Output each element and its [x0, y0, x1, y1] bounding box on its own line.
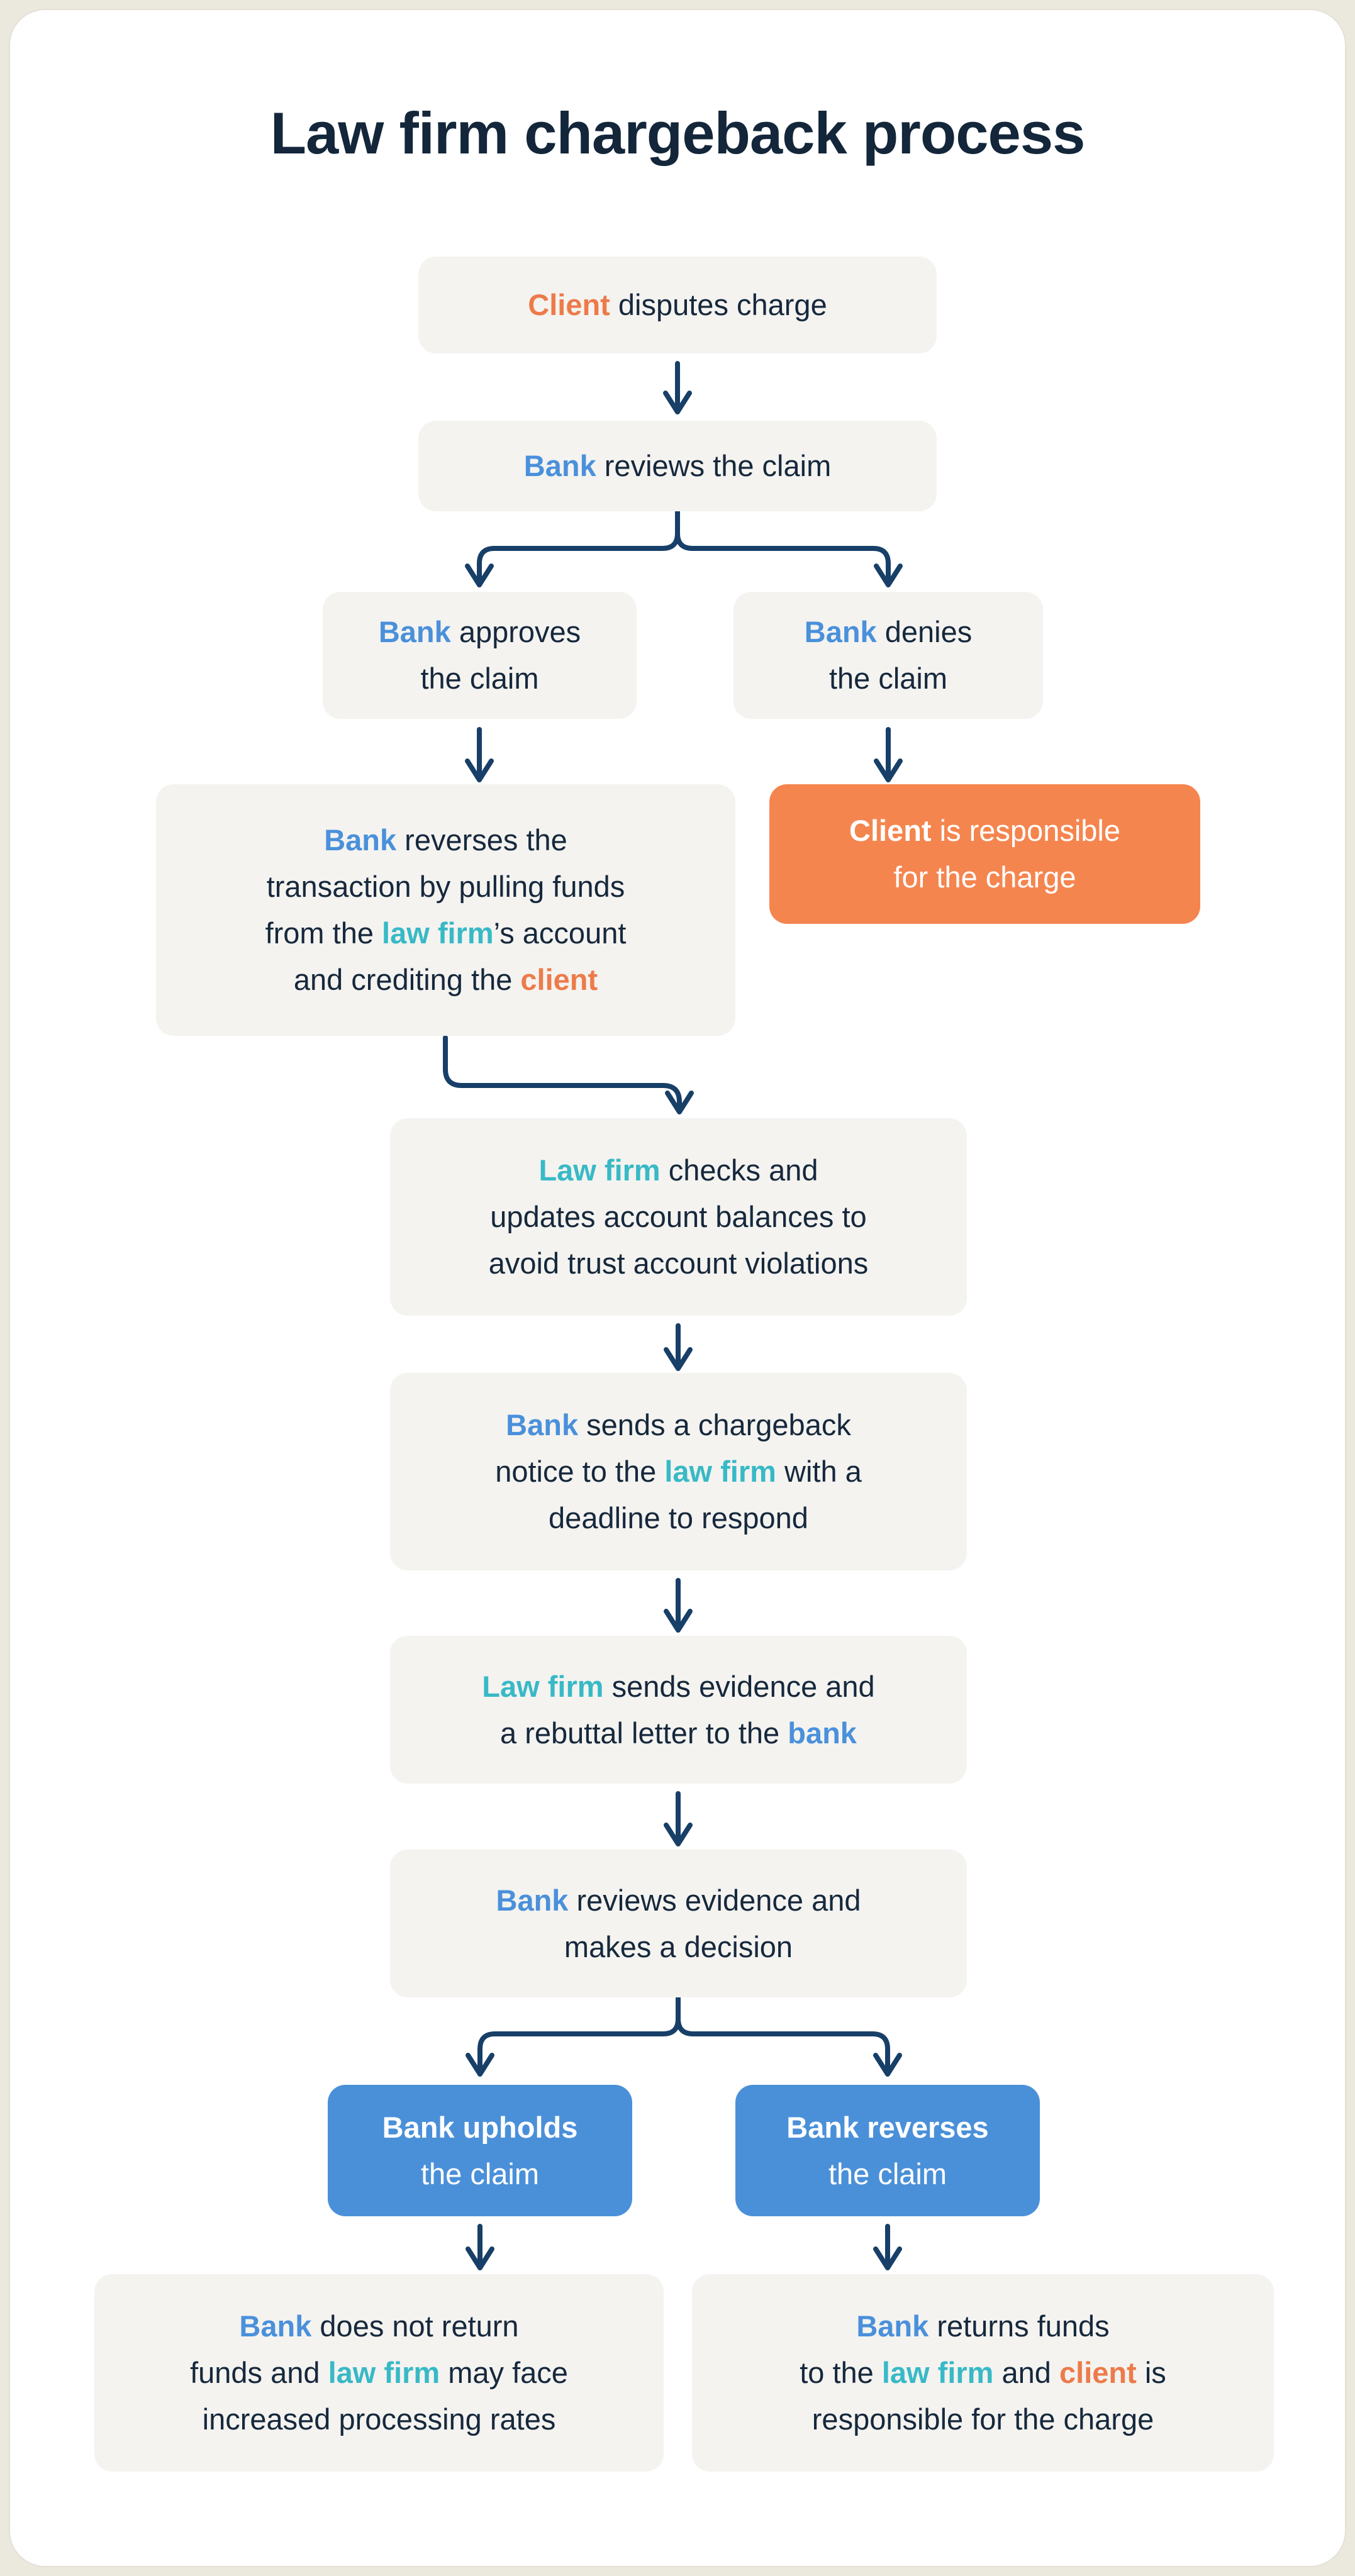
- node-text-line: [800, 2350, 1166, 2396]
- text-segment: is: [1136, 2356, 1166, 2389]
- flow-node-bank-reverses-claim: [735, 2085, 1040, 2216]
- flow-node-bank-reverses-transaction: [156, 784, 735, 1036]
- text-segment: Bank: [496, 1883, 569, 1917]
- text-segment: and crediting the: [293, 963, 521, 996]
- flow-node-bank-upholds-claim: [328, 2085, 632, 2216]
- elbow-connector: [445, 1038, 679, 1106]
- node-text-line: [856, 2303, 1109, 2350]
- text-segment: ’s account: [493, 916, 627, 950]
- node-text-line: [239, 2303, 518, 2350]
- text-segment: checks and: [660, 1153, 818, 1187]
- node-text-line: [549, 1495, 808, 1541]
- node-text-line: [528, 282, 827, 328]
- node-text-line: [564, 1924, 793, 1970]
- flow-node-bank-reviews-claim: [418, 421, 937, 511]
- text-segment: Client: [849, 814, 932, 847]
- text-segment: responsible for the charge: [811, 2402, 1154, 2436]
- text-segment: Bank: [523, 449, 596, 482]
- flow-node-bank-returns-funds: [692, 2274, 1274, 2472]
- text-segment: Bank upholds: [382, 2110, 578, 2144]
- text-segment: Bank: [324, 823, 397, 857]
- text-segment: law firm: [382, 916, 494, 950]
- text-segment: Client: [528, 288, 610, 321]
- text-segment: reverses the: [396, 823, 567, 857]
- node-text-line: [500, 1710, 857, 1757]
- text-segment: Bank: [856, 2309, 929, 2343]
- flow-node-bank-does-not-return-funds: [94, 2274, 664, 2472]
- text-segment: Law firm: [482, 1669, 604, 1703]
- node-text-line: [812, 2396, 1154, 2443]
- text-segment: Bank reverses: [786, 2110, 989, 2144]
- node-text-line: [265, 910, 627, 957]
- node-text-line: [805, 609, 973, 655]
- node-text-line: [267, 863, 625, 910]
- text-segment: Bank: [239, 2309, 312, 2343]
- node-text-line: [786, 2104, 988, 2151]
- text-segment: sends a chargeback: [578, 1408, 851, 1441]
- node-text-line: [489, 1240, 869, 1287]
- text-segment: and: [993, 2356, 1060, 2389]
- split-branch-left: [479, 511, 678, 579]
- node-text-line: [538, 1147, 818, 1194]
- text-segment: the claim: [420, 662, 539, 695]
- text-segment: Bank: [378, 615, 451, 648]
- text-segment: denies: [876, 615, 973, 648]
- text-segment: increased processing rates: [202, 2402, 556, 2436]
- flow-node-client-responsible-for-charge: [769, 784, 1200, 924]
- node-text-line: [421, 2151, 539, 2197]
- text-segment: avoid trust account violations: [488, 1246, 869, 1280]
- split-branch-right: [678, 1997, 888, 2068]
- flow-node-bank-approves-claim: [323, 592, 637, 719]
- node-text-line: [190, 2350, 568, 2396]
- node-text-line: [324, 817, 567, 863]
- text-segment: notice to the: [495, 1455, 665, 1488]
- flow-node-bank-reviews-evidence: [390, 1850, 967, 1997]
- flow-node-lawfirm-sends-evidence: [390, 1636, 967, 1784]
- flow-node-client-disputes-charge: [418, 257, 937, 353]
- split-branch-right: [678, 511, 888, 579]
- node-text-line: [490, 1194, 866, 1240]
- text-segment: makes a decision: [564, 1929, 793, 1963]
- node-text-line: [828, 2151, 947, 2197]
- text-segment: does not return: [311, 2309, 519, 2343]
- node-text-line: [524, 443, 831, 489]
- node-text-line: [482, 1663, 874, 1710]
- text-segment: with a: [776, 1455, 862, 1488]
- text-segment: may face: [440, 2356, 568, 2389]
- text-segment: the claim: [828, 2157, 947, 2190]
- node-text-line: [829, 655, 947, 702]
- text-segment: Bank: [804, 615, 877, 648]
- text-segment: approves: [450, 615, 581, 648]
- text-segment: is responsible: [931, 814, 1120, 847]
- node-text-line: [294, 957, 598, 1003]
- node-text-line: [420, 655, 538, 702]
- text-segment: reviews evidence and: [568, 1883, 861, 1917]
- text-segment: from the: [265, 916, 382, 950]
- text-segment: the claim: [828, 662, 948, 695]
- text-segment: reviews the claim: [596, 449, 832, 482]
- split-branch-left: [480, 1997, 678, 2068]
- text-segment: sends evidence and: [603, 1669, 875, 1703]
- text-segment: bank: [788, 1716, 857, 1750]
- node-text-line: [893, 854, 1076, 901]
- text-segment: Bank: [506, 1408, 579, 1441]
- text-segment: deadline to respond: [549, 1501, 808, 1535]
- node-text-line: [379, 609, 581, 655]
- node-text-line: [506, 1402, 851, 1448]
- text-segment: Law firm: [538, 1153, 661, 1187]
- text-segment: updates account balances to: [490, 1200, 867, 1233]
- node-text-line: [382, 2104, 578, 2151]
- flow-node-bank-sends-chargeback-notice: [390, 1373, 967, 1570]
- text-segment: the claim: [420, 2157, 540, 2190]
- text-segment: to the: [800, 2356, 882, 2389]
- flow-node-lawfirm-checks-balances: [390, 1118, 967, 1316]
- node-text-line: [495, 1448, 862, 1495]
- text-segment: law firm: [328, 2356, 440, 2389]
- flow-node-bank-denies-claim: [733, 592, 1043, 719]
- text-segment: for the charge: [893, 860, 1076, 894]
- page-title: Law firm chargeback process: [270, 100, 1085, 166]
- text-segment: returns funds: [928, 2309, 1110, 2343]
- text-segment: client: [1059, 2356, 1137, 2389]
- node-text-line: [496, 1877, 861, 1924]
- text-segment: transaction by pulling funds: [266, 870, 625, 903]
- node-text-line: [203, 2396, 556, 2443]
- text-segment: funds and: [190, 2356, 328, 2389]
- text-segment: law firm: [881, 2356, 994, 2389]
- node-text-line: [849, 808, 1120, 854]
- text-segment: client: [520, 963, 598, 996]
- text-segment: disputes charge: [610, 288, 827, 321]
- text-segment: law firm: [664, 1455, 776, 1488]
- text-segment: a rebuttal letter to the: [500, 1716, 788, 1750]
